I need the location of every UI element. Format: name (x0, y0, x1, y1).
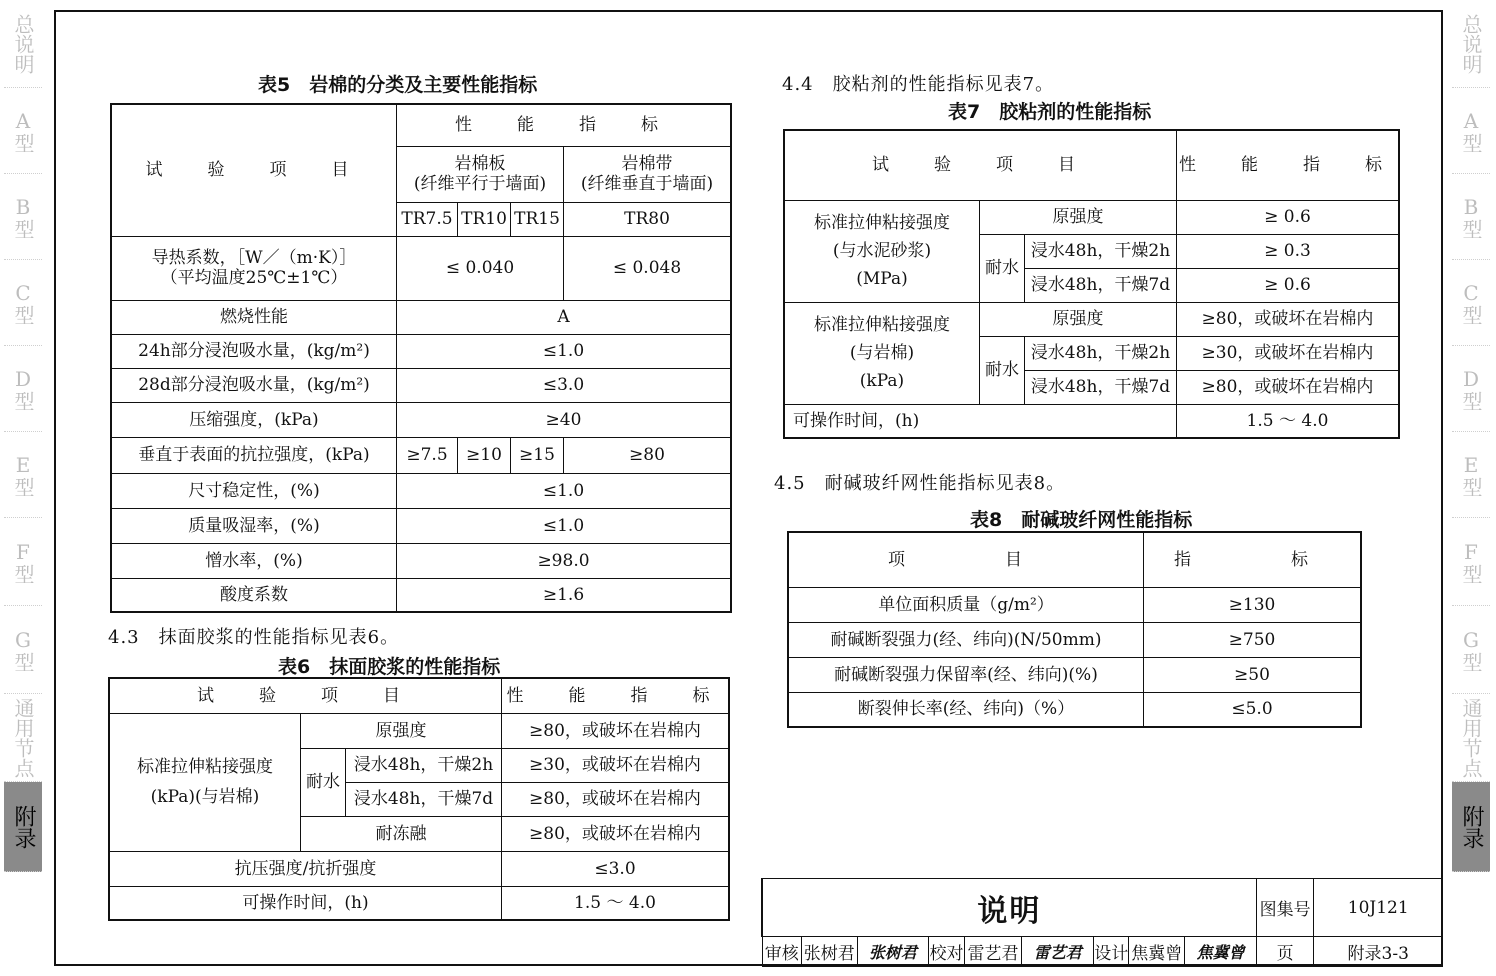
t7-w7d: 浸水48h，干燥7d (1025, 370, 1177, 404)
t6-header-perf: 性 能 指 标 (502, 678, 730, 713)
table5 (110, 103, 732, 613)
t5-row-value: ≤1.0 (397, 473, 732, 508)
review-label: 审核 (762, 937, 801, 967)
t6-value: ≥30，或破坏在岩棉内 (502, 748, 730, 782)
t7-w7d: 浸水48h，干燥7d (1025, 268, 1177, 302)
t5-row-name: 24h部分浸泡吸水量，(kg/m²) (111, 334, 397, 368)
t7-value: ≥80，或破坏在岩棉内 (1177, 302, 1400, 336)
t5-tr15: TR15 (511, 202, 564, 236)
t5-tr75: TR7.5 (397, 202, 458, 236)
sidebar-tab[interactable]: G型 (1452, 606, 1490, 694)
t7-group2-name: 标准拉伸粘接强度 (与岩棉) (kPa) (784, 302, 980, 404)
t6-freeze: 耐冻融 (301, 816, 502, 851)
t5-row-value: ≥98.0 (397, 543, 732, 578)
sidebar-tab[interactable]: C型 (4, 260, 42, 346)
t5-row-name: 压缩强度，(kPa) (111, 402, 397, 437)
atlas-label: 图集号 (1256, 879, 1314, 937)
sidebar-tab[interactable]: E型 (4, 432, 42, 518)
t5-header-board: 岩棉板 (纤维平行于墙面) (397, 146, 564, 202)
sidebar-tab[interactable]: B型 (1452, 174, 1490, 260)
t8-row-name: 断裂伸长率(经、纬向)（%） (788, 692, 1144, 727)
t5-row-value: ≤3.0 (397, 368, 732, 402)
t5-row-value: ≤ 0.048 (564, 236, 732, 300)
t7-value: ≥30，或破坏在岩棉内 (1177, 336, 1400, 370)
sidebar-tab[interactable]: D型 (1452, 346, 1490, 432)
table5-title: 表5 岩棉的分类及主要性能指标 (258, 74, 538, 96)
t8-row-value: ≥130 (1144, 587, 1362, 622)
table7 (783, 129, 1400, 439)
sidebar-tab[interactable]: 通用节点 (1452, 694, 1490, 782)
checker-name: 雷艺君 (964, 937, 1022, 967)
t7-value: 1.5 ～ 4.0 (1177, 404, 1400, 438)
sidebar-tab[interactable]: B型 (4, 174, 42, 260)
sidebar-tab[interactable]: C型 (1452, 260, 1490, 346)
sidebar-tab[interactable]: 总说明 (1452, 0, 1490, 88)
t5-header-strip: 岩棉带 (纤维垂直于墙面) (564, 146, 732, 202)
sidebar-tab[interactable]: A型 (1452, 88, 1490, 174)
t5-row-name: 质量吸湿率，(%) (111, 508, 397, 543)
t5-tr10: TR10 (458, 202, 511, 236)
atlas-number: 10J121 (1314, 879, 1443, 937)
t6-value: ≥80，或破坏在岩棉内 (502, 816, 730, 851)
table6 (108, 677, 730, 921)
t5-row-value: A (397, 300, 732, 334)
sidebar-tab[interactable]: E型 (1452, 432, 1490, 518)
para-4-4: 4.4 胶粘剂的性能指标见表7。 (782, 74, 1055, 95)
t7-orig: 原强度 (980, 200, 1177, 234)
t5-row-name: 垂直于表面的抗拉强度，(kPa) (111, 437, 397, 473)
t6-header-item: 试 验 项 目 (109, 678, 502, 713)
sidebar-tab[interactable]: 通用节点 (4, 694, 42, 782)
t5-row-value: ≥1.6 (397, 578, 732, 612)
table6-title: 表6 抹面胶浆的性能指标 (278, 656, 501, 678)
sidebar-tab[interactable]: G型 (4, 606, 42, 694)
t8-row-value: ≥750 (1144, 622, 1362, 657)
t5-row-value: ≤1.0 (397, 334, 732, 368)
t7-value: ≥ 0.6 (1177, 268, 1400, 302)
sidebar-tab[interactable]: F型 (1452, 518, 1490, 606)
t7-value: ≥80，或破坏在岩棉内 (1177, 370, 1400, 404)
t8-header-perf: 指 标 (1144, 532, 1362, 587)
sidebar-tab[interactable]: F型 (4, 518, 42, 606)
t5-row-name: 燃烧性能 (111, 300, 397, 334)
t5-row-name: 憎水率，(%) (111, 543, 397, 578)
t6-orig: 原强度 (301, 713, 502, 748)
t7-value: ≥ 0.3 (1177, 234, 1400, 268)
t5-row-value: ≥7.5 (397, 437, 458, 473)
t8-header-item: 项 目 (788, 532, 1144, 587)
t6-water: 耐水 (301, 748, 346, 816)
reviewer-name: 张树君 (801, 937, 857, 967)
title-block (761, 878, 1443, 967)
sidebar-tab[interactable]: A型 (4, 88, 42, 174)
right-sidebar (1452, 0, 1492, 872)
t6-w7d: 浸水48h，干燥7d (346, 782, 502, 816)
t5-row-name: 导热系数，［W／（m·K）］ （平均温度25℃±1℃） (111, 236, 397, 300)
t8-row-value: ≥50 (1144, 657, 1362, 692)
t5-row-name: 尺寸稳定性，(%) (111, 473, 397, 508)
t7-water: 耐水 (980, 336, 1025, 404)
t7-water: 耐水 (980, 234, 1025, 302)
t7-orig: 原强度 (980, 302, 1177, 336)
sidebar-tab[interactable]: 总说明 (4, 0, 42, 88)
t7-header-item: 试 验 项 目 (784, 130, 1177, 200)
t6-group-name: 标准拉伸粘接强度 (kPa)(与岩棉) (109, 713, 301, 851)
t7-group1-name: 标准拉伸粘接强度 (与水泥砂浆) (MPa) (784, 200, 980, 302)
t7-time: 可操作时间，(h) (784, 404, 1177, 438)
page-label: 页 (1256, 937, 1314, 967)
table8 (787, 531, 1362, 728)
para-4-5: 4.5 耐碱玻纤网性能指标见表8。 (774, 473, 1066, 494)
para-4-3: 4.3 抹面胶浆的性能指标见表6。 (108, 627, 400, 648)
t5-row-value: ≥15 (511, 437, 564, 473)
design-label: 设计 (1094, 937, 1129, 967)
t5-row-value: ≥80 (564, 437, 732, 473)
table7-title: 表7 胶粘剂的性能指标 (948, 101, 1152, 123)
reviewer-signature: 张树君 (857, 937, 929, 967)
t6-w2h: 浸水48h，干燥2h (346, 748, 502, 782)
t6-time: 可操作时间，(h) (109, 886, 502, 920)
t8-row-name: 耐碱断裂强力保留率(经、纬向)(%) (788, 657, 1144, 692)
sidebar-tab[interactable]: 附录 (1452, 782, 1490, 872)
check-label: 校对 (929, 937, 964, 967)
t5-tr80: TR80 (564, 202, 732, 236)
sidebar-tab[interactable]: 附录 (4, 782, 42, 872)
t5-header-item: 试 验 项 目 (111, 104, 397, 236)
t8-row-name: 耐碱断裂强力(经、纬向)(N/50mm) (788, 622, 1144, 657)
designer-signature: 焦冀曾 (1185, 937, 1257, 967)
t5-row-value: ≥40 (397, 402, 732, 437)
designer-name: 焦冀曾 (1129, 937, 1185, 967)
t8-row-name: 单位面积质量（g/m²） (788, 587, 1144, 622)
t6-comp: 抗压强度/抗折强度 (109, 851, 502, 886)
t7-w2h: 浸水48h，干燥2h (1025, 234, 1177, 268)
t5-row-name: 酸度系数 (111, 578, 397, 612)
t7-header-perf: 性 能 指 标 (1177, 130, 1400, 200)
t5-row-value: ≤1.0 (397, 508, 732, 543)
checker-signature: 雷艺君 (1022, 937, 1094, 967)
t7-w2h: 浸水48h，干燥2h (1025, 336, 1177, 370)
t6-value: 1.5 ～ 4.0 (502, 886, 730, 920)
sidebar-tab[interactable]: D型 (4, 346, 42, 432)
t5-row-value: ≤ 0.040 (397, 236, 564, 300)
t6-value: ≥80，或破坏在岩棉内 (502, 713, 730, 748)
t5-row-value: ≥10 (458, 437, 511, 473)
t5-header-perf: 性 能 指 标 (397, 104, 732, 146)
left-sidebar (4, 0, 44, 872)
drawing-name: 说明 (762, 879, 1256, 937)
t7-value: ≥ 0.6 (1177, 200, 1400, 234)
table8-title: 表8 耐碱玻纤网性能指标 (970, 509, 1193, 531)
t5-row-name: 28d部分浸泡吸水量，(kg/m²) (111, 368, 397, 402)
t6-value: ≥80，或破坏在岩棉内 (502, 782, 730, 816)
t8-row-value: ≤5.0 (1144, 692, 1362, 727)
t6-value: ≤3.0 (502, 851, 730, 886)
page-number: 附录3-3 (1314, 937, 1443, 967)
